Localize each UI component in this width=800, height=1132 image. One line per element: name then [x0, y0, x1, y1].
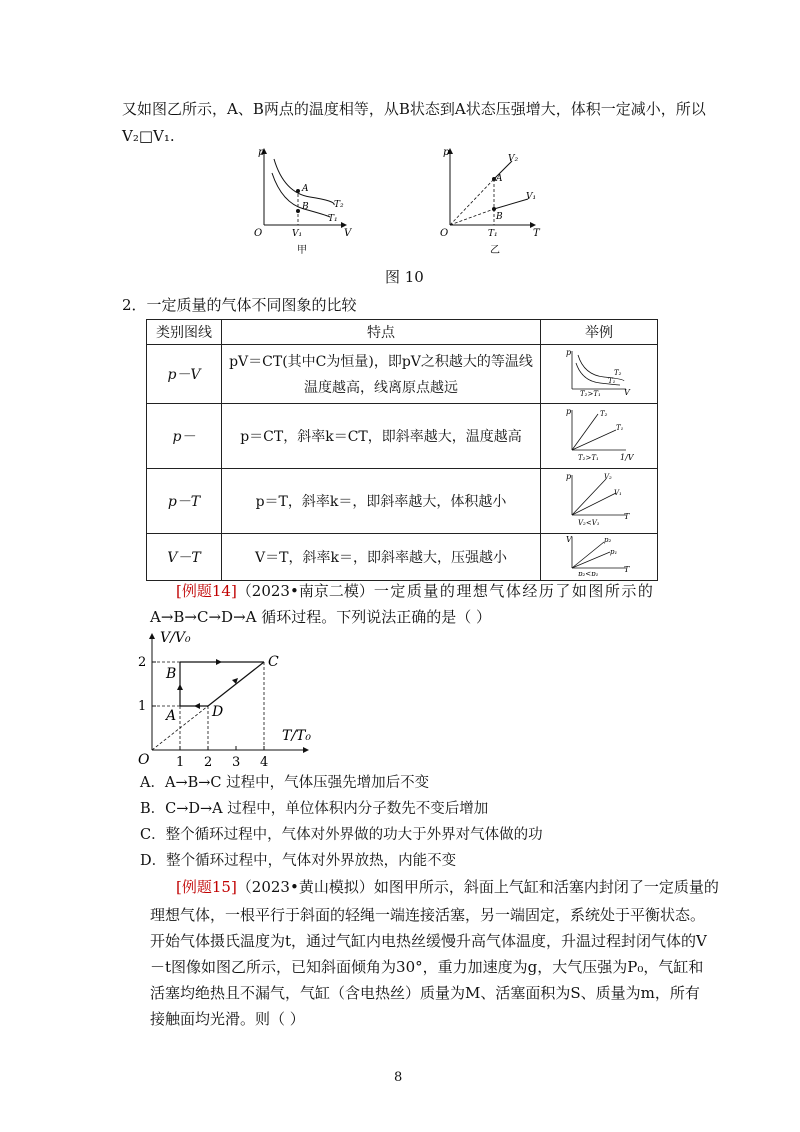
example-graph-p-inv-v — [564, 406, 634, 462]
figure-10-diagrams — [250, 145, 560, 260]
row-type: V－T — [147, 534, 222, 581]
option-b: B．C→D→A 过程中，单位体积内分子数先不变后增加 — [140, 801, 489, 817]
row-feature-line: pV＝CT(其中C为恒量)，即pV之积越大的等温线 — [229, 354, 533, 370]
svg-text:p: p — [566, 407, 572, 416]
graph-y-label: V/V₀ — [160, 630, 191, 646]
example-15-header — [176, 874, 719, 900]
row-example — [541, 404, 658, 469]
point-d-label: D — [212, 704, 224, 720]
left-t1-label: T₁ — [328, 214, 338, 224]
example-15-line: 如图甲所示，斜面上气缸和活塞内封闭了一定质量的 — [373, 878, 719, 896]
option-d: D．整个循环过程中，气体对外界放热，内能不变 — [140, 853, 457, 869]
comparison-table — [146, 319, 658, 581]
row-type: p－ — [147, 404, 222, 469]
graph-origin: O — [138, 752, 150, 768]
example-15-tag: [例题15] — [176, 878, 237, 896]
table-row — [147, 469, 658, 534]
example-15-source: （2023•黄山模拟） — [236, 878, 374, 896]
isotherm-t2 — [274, 159, 334, 205]
x-tick-label: 4 — [260, 755, 269, 768]
page-number: 8 — [394, 1070, 403, 1085]
left-point-b — [296, 209, 300, 213]
example-15-line: －t图像如图乙所示，已知斜面倾角为30°，重力加速度为g，大气压强为P₀，气缸和 — [150, 958, 704, 976]
example-14-source: （2023•南京二模） — [236, 582, 374, 600]
svg-text:V₂<V₁: V₂<V₁ — [578, 519, 600, 527]
svg-text:T₂: T₂ — [600, 410, 608, 418]
svg-text:1/V: 1/V — [620, 453, 634, 462]
right-t1-label: T₁ — [488, 229, 498, 239]
example-15-line: 活塞均绝热且不漏气，气缸（含电热丝）质量为M、活塞面积为S、质量为m，所有 — [150, 984, 700, 1002]
row-feature: V＝T，斜率k＝，即斜率越大，压强越小 — [222, 534, 541, 581]
table-header-cell: 特点 — [222, 320, 541, 345]
row-feature — [222, 345, 541, 404]
option-a: A．A→B→C 过程中，气体压强先增加后不变 — [140, 775, 430, 791]
left-p-label: p — [258, 147, 265, 158]
svg-text:T₂>T₁: T₂>T₁ — [580, 390, 601, 397]
v2-dash — [450, 179, 494, 225]
x-tick-label: 1 — [176, 755, 185, 768]
v1-line — [494, 199, 528, 209]
row-example — [541, 345, 658, 404]
option-c: C．整个循环过程中，气体对外界做的功大于外界对气体做的功 — [140, 827, 543, 843]
figure-left-pv — [254, 147, 353, 256]
svg-text:p: p — [566, 472, 572, 481]
left-point-a — [296, 189, 300, 193]
left-b-label: B — [302, 202, 309, 212]
svg-text:p₂<p₁: p₂<p₁ — [578, 570, 599, 576]
example-graph-pv — [564, 347, 634, 397]
right-point-b — [492, 207, 496, 211]
point-c-label: C — [268, 654, 279, 670]
graph-x-label: T/T₀ — [282, 728, 312, 744]
example-graph-pt — [564, 471, 634, 527]
example-14-tag: [例题14] — [176, 582, 237, 600]
right-b-label: B — [496, 212, 503, 222]
right-caption: 乙 — [490, 245, 500, 256]
right-v2-label: V₂ — [508, 154, 519, 164]
svg-text:T: T — [624, 565, 630, 574]
left-a-label: A — [302, 184, 309, 194]
example-14-stem: 一定质量的理想气体经历了如图所示的 — [373, 582, 655, 600]
svg-text:T₁: T₁ — [608, 377, 616, 385]
example-14-stem-2: A→B→C→D→A 循环过程。下列说法正确的是（ ） — [150, 608, 492, 626]
right-p-label: p — [443, 147, 450, 158]
example-15-line: 接触面均光滑。则（ ） — [150, 1010, 305, 1028]
row-example — [541, 469, 658, 534]
x-tick-label: 2 — [204, 755, 213, 768]
v1-dash — [450, 209, 494, 225]
example-graph-vt — [564, 534, 634, 576]
point-a-label: A — [166, 708, 177, 724]
svg-text:V: V — [624, 388, 630, 397]
row-feature: p＝T，斜率k＝，即斜率越大，体积越小 — [222, 469, 541, 534]
table-row — [147, 345, 658, 404]
left-v-label: V — [344, 228, 352, 239]
intro-line-1: 又如图乙所示，A、B两点的温度相等，从B状态到A状态压强增大，体积一定减小，所以 — [122, 100, 706, 118]
right-v1-label: V₁ — [526, 192, 537, 202]
y-tick-label: 1 — [138, 699, 147, 714]
row-feature: p＝CT，斜率k＝CT，即斜率越大，温度越高 — [222, 404, 541, 469]
table-row — [147, 534, 658, 581]
svg-text:V₂: V₂ — [604, 473, 612, 481]
svg-text:T₂: T₂ — [614, 369, 622, 377]
example-15-line: 理想气体，一根平行于斜面的轻绳一端连接活塞，另一端固定，系统处于平衡状态。 — [150, 906, 706, 924]
svg-text:T: T — [624, 512, 630, 521]
section-2-title: 2．一定质量的气体不同图象的比较 — [122, 296, 357, 314]
row-feature-line: 温度越高，线离原点越远 — [304, 380, 458, 396]
figure-10-caption: 图 10 — [385, 268, 424, 286]
left-t2-label: T₂ — [334, 200, 344, 210]
svg-text:p: p — [566, 348, 572, 357]
row-type: p－T — [147, 469, 222, 534]
table-header-row — [147, 320, 658, 345]
x-tick-label: 3 — [232, 755, 241, 768]
example-14-graph — [128, 628, 328, 768]
svg-text:V₁: V₁ — [614, 489, 622, 497]
table-row — [147, 404, 658, 469]
table-header-cell: 类别图线 — [147, 320, 222, 345]
right-o-label: O — [440, 228, 449, 239]
left-v1-label: V₁ — [292, 229, 303, 239]
table-header-cell: 举例 — [541, 320, 658, 345]
intro-line-2: V₂□V₁. — [122, 127, 175, 145]
left-o-label: O — [254, 228, 263, 239]
svg-text:p₁: p₁ — [610, 548, 618, 556]
example-15-line: 开始气体摄氏温度为t，通过气缸内电热丝缓慢升高气体温度，升温过程封闭气体的V — [150, 932, 707, 950]
figure-right-pt — [440, 147, 541, 256]
svg-text:T₂>T₁: T₂>T₁ — [578, 454, 599, 462]
point-b-label: B — [166, 666, 177, 682]
row-example — [541, 534, 658, 581]
svg-text:V: V — [566, 535, 572, 544]
y-tick-label: 2 — [138, 655, 147, 670]
left-caption: 甲 — [297, 245, 307, 256]
row-type: p－V — [147, 345, 222, 404]
svg-text:p₂: p₂ — [604, 536, 612, 544]
example-14-header — [176, 578, 654, 604]
right-t-label: T — [533, 228, 540, 239]
right-a-label: A — [496, 174, 503, 184]
svg-text:T₁: T₁ — [616, 424, 624, 432]
